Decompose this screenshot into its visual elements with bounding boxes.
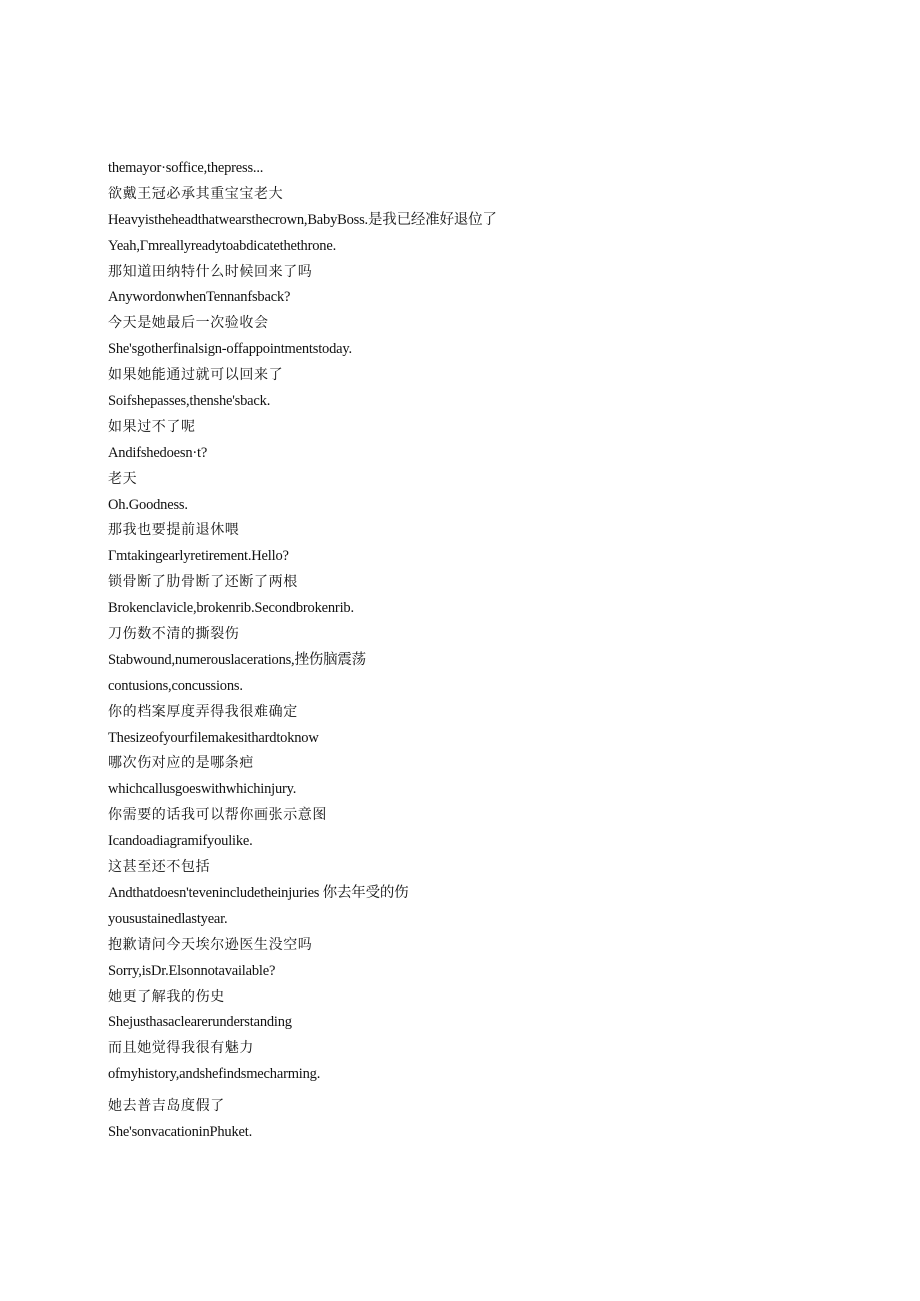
transcript-line: She'sgotherfinalsign-offappointmentstoday.	[108, 341, 352, 358]
transcript-line: Yeah,Γmreallyreadytoabdicatethethrone.	[108, 237, 336, 254]
transcript-line: AnywordonwhenTennanfsback?	[108, 289, 291, 306]
transcript-line: 哪次伤对应的是哪条疤	[108, 755, 254, 772]
transcript-line: 那知道田纳特什么时候回来了吗	[108, 263, 313, 280]
transcript-line: whichcallusgoeswithwhichinjury.	[108, 781, 297, 798]
transcript-line: 今天是她最后一次验收会	[108, 315, 269, 332]
transcript-line: Icandoadiagramifyoulike.	[108, 833, 253, 850]
transcript-line: Oh.Goodness.	[108, 496, 188, 513]
transcript-line: Andthatdoesn'tevenincludetheinjuries 你去年受的伤	[108, 884, 409, 901]
subtitle-transcript	[108, 156, 808, 1146]
transcript-line: 锁骨断了肋骨断了还断了两根	[108, 574, 298, 591]
transcript-line: 她去普吉岛度假了	[108, 1098, 225, 1115]
transcript-line: 老天	[108, 470, 138, 487]
transcript-line: 这甚至还不包括	[108, 859, 211, 876]
transcript-line: 如果她能通过就可以回来了	[108, 367, 284, 384]
transcript-line: 如果过不了呢	[108, 418, 196, 435]
transcript-line: contusions,concussions.	[108, 677, 243, 694]
transcript-line: ofmyhistory,andshefindsmecharming.	[108, 1066, 321, 1083]
transcript-line: Thesizeofyourfilemakesithardtoknow	[108, 729, 319, 746]
transcript-line: 刀伤数不清的撕裂伤	[108, 626, 240, 643]
transcript-line: themayor·soffice,thepress...	[108, 160, 264, 176]
transcript-line: 而且她觉得我很有魅力	[108, 1040, 254, 1057]
transcript-line: 欲戴王冠必承其重宝宝老大	[108, 185, 284, 202]
transcript-line: Soifshepasses,thenshe'sback.	[108, 393, 271, 410]
transcript-line: Shejusthasaclearerunderstanding	[108, 1014, 292, 1031]
transcript-line: She'sonvacationinPhuket.	[108, 1123, 253, 1140]
transcript-line: 那我也要提前退休喂	[108, 522, 240, 539]
transcript-line: Sorry,isDr.Elsonnotavailable?	[108, 962, 276, 979]
transcript-line: 你需要的话我可以帮你画张示意图	[108, 807, 327, 824]
transcript-line: 她更了解我的伤史	[108, 988, 225, 1005]
transcript-line: Heavyistheheadthatwearsthecrown,BabyBoss.是我已经准好退位了	[108, 211, 497, 228]
transcript-line: Brokenclavicle,brokenrib.Secondbrokenrib.	[108, 600, 354, 617]
transcript-line: yousustainedlastyear.	[108, 910, 228, 927]
transcript-line: 你的档案厚度弄得我很难确定	[108, 703, 298, 720]
transcript-line: Andifshedoesn·t?	[108, 444, 208, 461]
transcript-line: Stabwound,numerouslacerations,挫伤脑震荡	[108, 651, 366, 668]
transcript-line: 抱歉请问今天埃尔逊医生没空吗	[108, 936, 313, 953]
transcript-line: Γmtakingearlyretirement.Hello?	[108, 548, 289, 565]
